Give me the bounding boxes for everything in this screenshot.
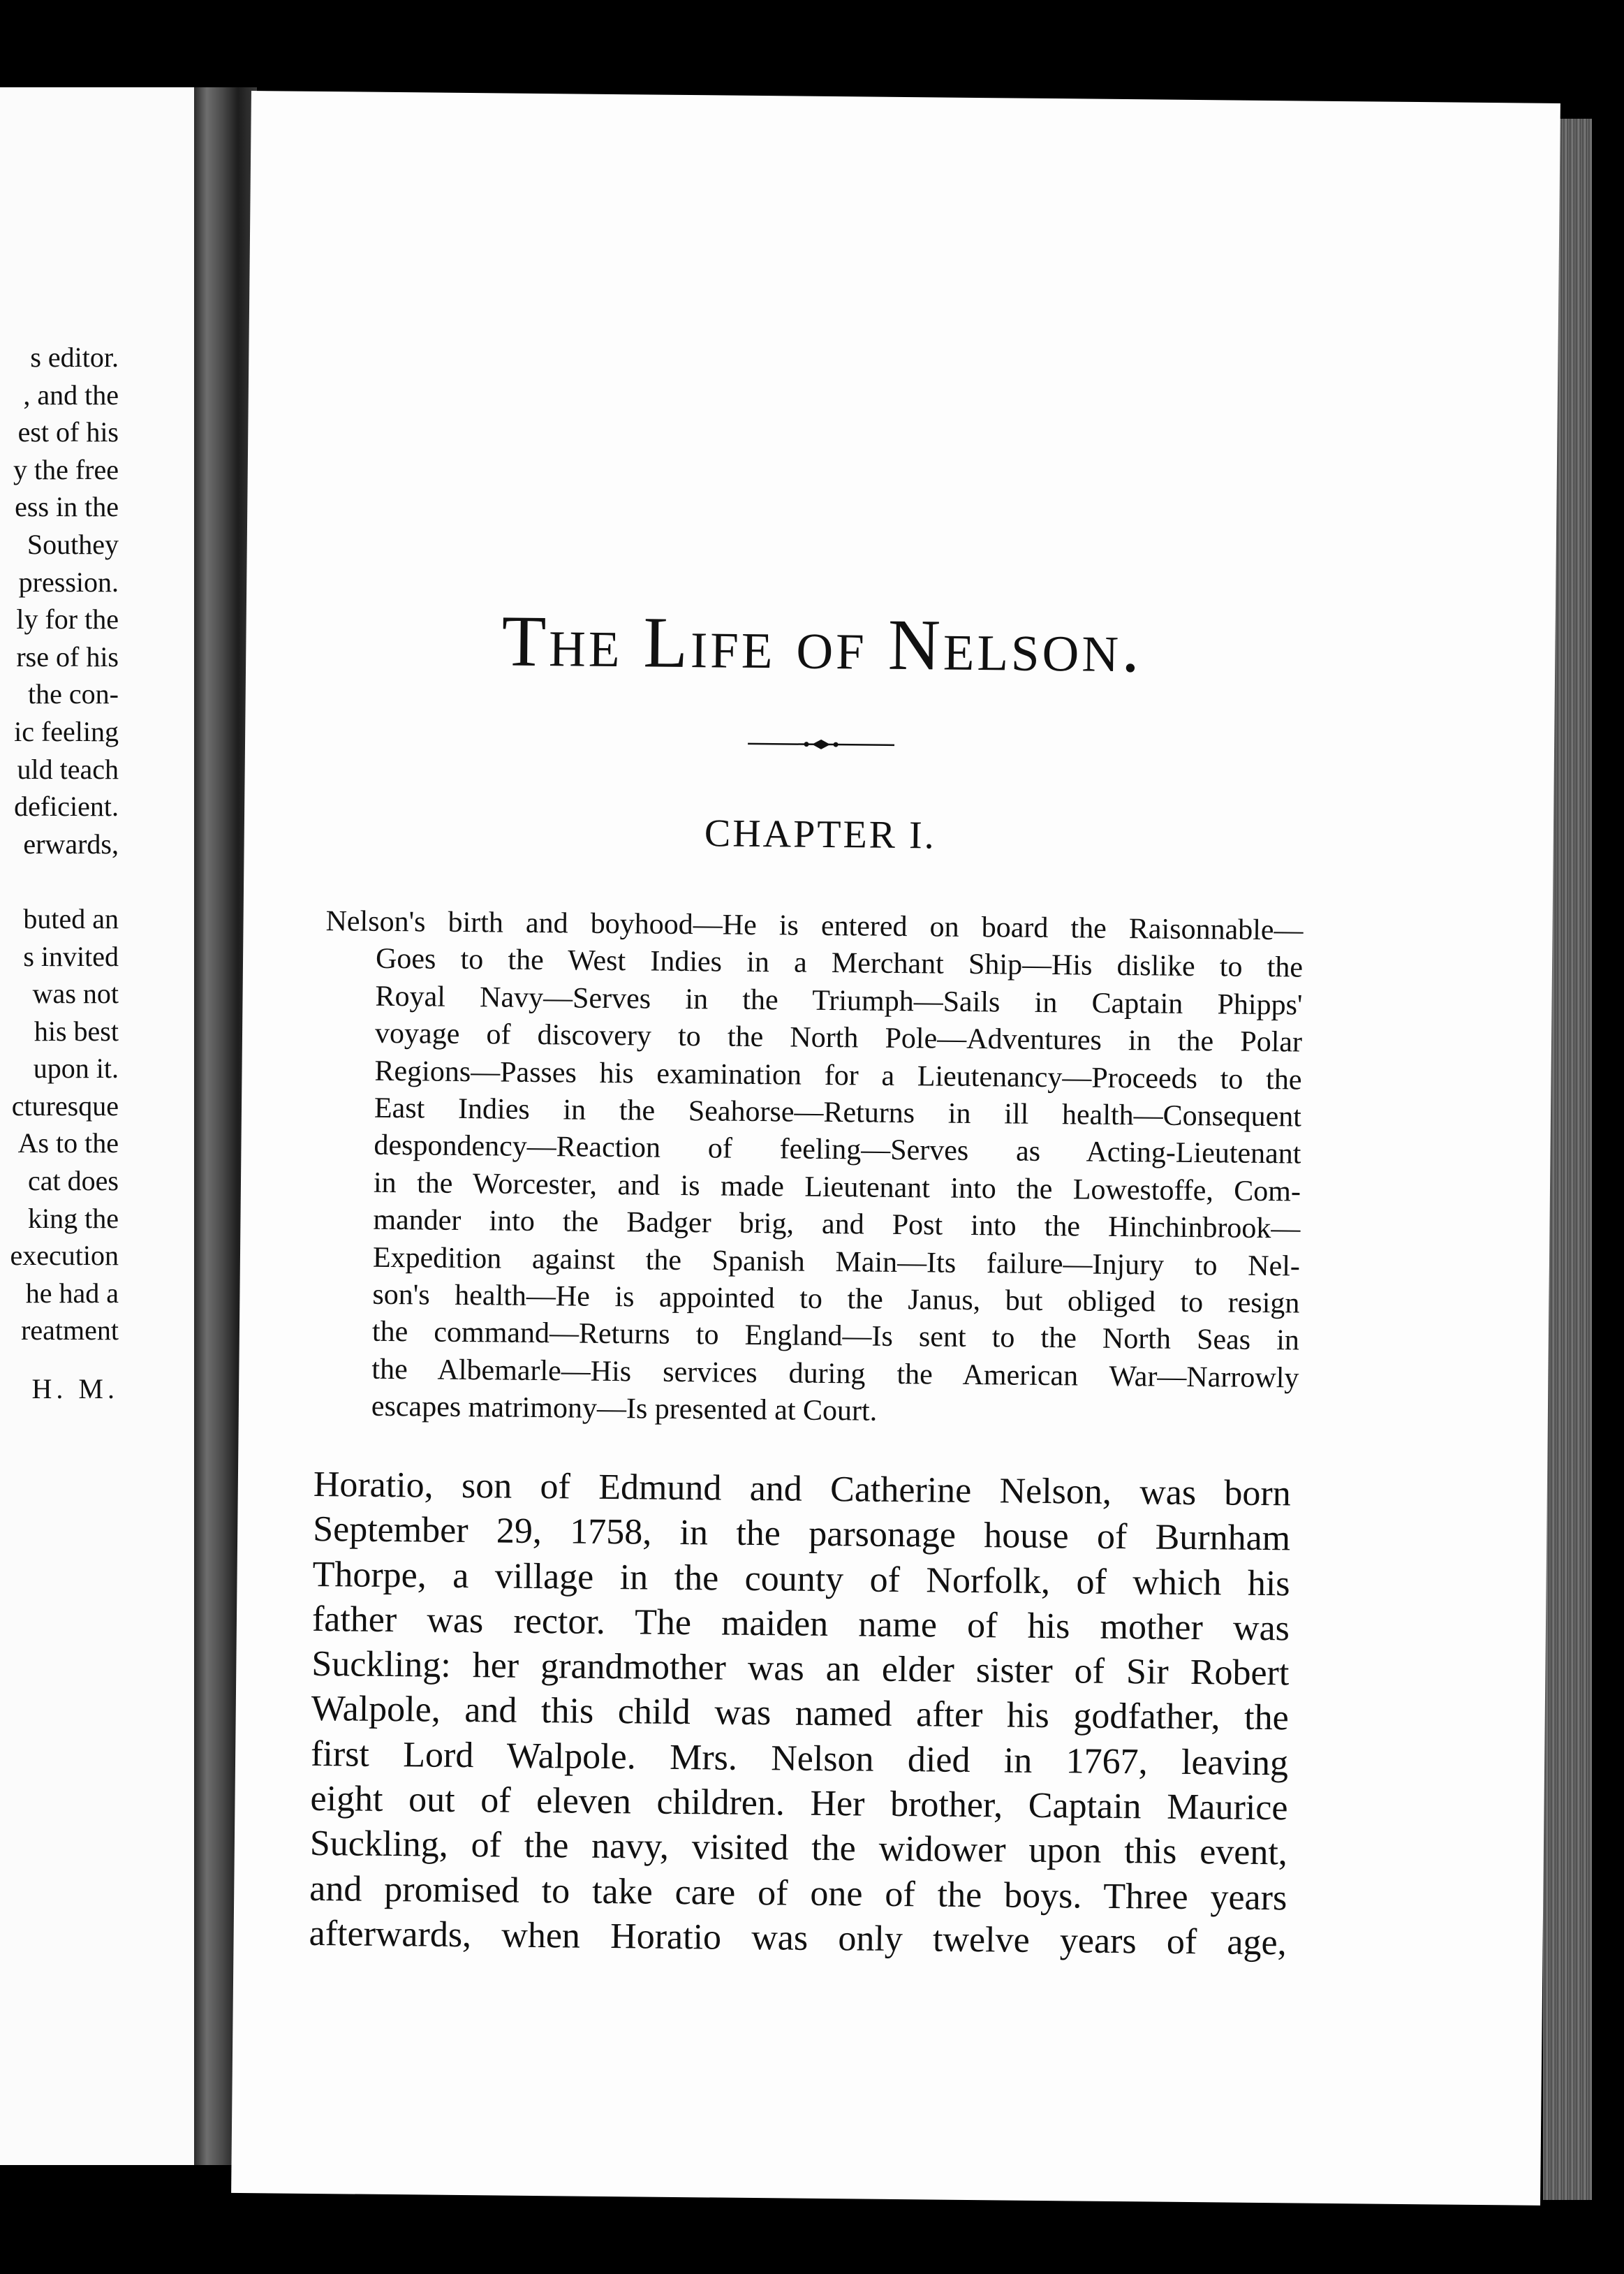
left-page-line: king the (28, 1202, 119, 1234)
left-page-initials: H. M. (31, 1373, 119, 1405)
left-page-line: est of his (17, 416, 119, 448)
body-line: and promised to take care of one of the boys. Three years (309, 1868, 1287, 1919)
left-page-line: ic feeling (14, 715, 119, 747)
left-page-line: cat does (28, 1165, 119, 1197)
left-page-line: As to the (17, 1127, 119, 1159)
synopsis-line: Goes to the West Indies in a Merchant Ship—His dislike to the (375, 943, 1304, 984)
ornament-rule-icon (748, 737, 894, 752)
synopsis-line: despondency—Reaction of feeling—Serves as Acting-Lieutenant (374, 1129, 1301, 1171)
left-facing-page (0, 87, 195, 2165)
left-page-line: deficient. (14, 791, 119, 823)
left-page-line: was not (32, 978, 119, 1010)
left-page-line: upon it. (33, 1052, 119, 1085)
left-page-line: his best (34, 1015, 119, 1047)
left-page-line: s invited (23, 940, 119, 972)
left-page-line: s editor. (30, 342, 119, 373)
left-page-line: reatment (21, 1314, 119, 1347)
left-page-line: y the free (13, 453, 119, 485)
left-page-line: ly for the (16, 603, 119, 636)
left-page-line: execution (10, 1240, 119, 1272)
synopsis-line: escapes matrimony—Is presented at Court. (371, 1391, 878, 1428)
left-page-line: ess in the (15, 491, 119, 523)
synopsis-line: in the Worcester, and is made Lieutenant into the Lowestoffe, Com- (373, 1166, 1301, 1208)
body-line: Horatio, son of Edmund and Catherine Nelson, was born (313, 1464, 1292, 1514)
synopsis-line: the Albemarle—His services during the American War—Narrowly (371, 1353, 1299, 1395)
synopsis-line: East Indies in the Seahorse—Returns in ill health—Consequent (374, 1092, 1302, 1134)
synopsis-line: Regions—Passes his examination for a Lieutenancy—Proceeds to the (374, 1055, 1302, 1096)
body-line: Walpole, and this child was named after his godfather, the (311, 1689, 1289, 1738)
synopsis-line: Nelson's birth and boyhood—He is entered on board the Raisonnable— (325, 905, 1304, 947)
left-page-line: buted an (23, 902, 119, 934)
synopsis-line: mander into the Badger brig, and Post into the Hinchinbrook— (373, 1204, 1301, 1245)
chapter-synopsis (321, 903, 1304, 1435)
left-page-line: , and the (23, 379, 119, 411)
left-page-line: rse of his (16, 640, 119, 673)
synopsis-line: son's health—He is appointed to the Janus, but obliged to resign (372, 1278, 1300, 1320)
body-line: first Lord Walpole. Mrs. Nelson died in 1767, leaving (310, 1733, 1289, 1784)
body-line: afterwards, when Horatio was only twelve years of age, (309, 1913, 1287, 1963)
body-line: September 29, 1758, in the parsonage house of Burnham (312, 1509, 1291, 1559)
book-title: The Life of Nelson. (501, 601, 1143, 688)
body-line: Thorpe, a village in the county of Norfolk, of which his (312, 1554, 1290, 1604)
chapter-heading: CHAPTER I. (704, 812, 936, 858)
left-page-line: he had a (25, 1277, 119, 1309)
chapter-body-paragraph (309, 1462, 1291, 1966)
left-page-line: pression. (18, 566, 119, 598)
body-line: father was rector. The maiden name of his mother was (311, 1599, 1290, 1649)
synopsis-line: Expedition against the Spanish Main—Its failure—Injury to Nel- (372, 1241, 1301, 1283)
left-page-line: erwards, (23, 828, 119, 860)
synopsis-line: voyage of discovery to the North Pole—Adventures in the Polar (374, 1017, 1303, 1059)
left-page-line: uld teach (17, 753, 119, 785)
body-line: Suckling: her grandmother was an elder sister of Sir Robert (311, 1644, 1290, 1694)
left-page-paragraph-gap (0, 863, 119, 900)
synopsis-line: Royal Navy—Serves in the Triumph—Sails in Captain Phipps' (375, 980, 1303, 1022)
left-page-line: the con- (28, 678, 119, 710)
left-page-line: Southey (27, 528, 119, 560)
synopsis-line: the command—Returns to England—Is sent to the North Seas in (371, 1316, 1300, 1357)
right-page (231, 91, 1560, 2206)
left-page-text-fragments (0, 339, 119, 1408)
body-line: Suckling, of the navy, visited the widower upon this event, (309, 1824, 1288, 1873)
body-line: eight out of eleven children. Her brother, Captain Maurice (310, 1779, 1288, 1828)
left-page-line: cturesque (11, 1090, 119, 1122)
